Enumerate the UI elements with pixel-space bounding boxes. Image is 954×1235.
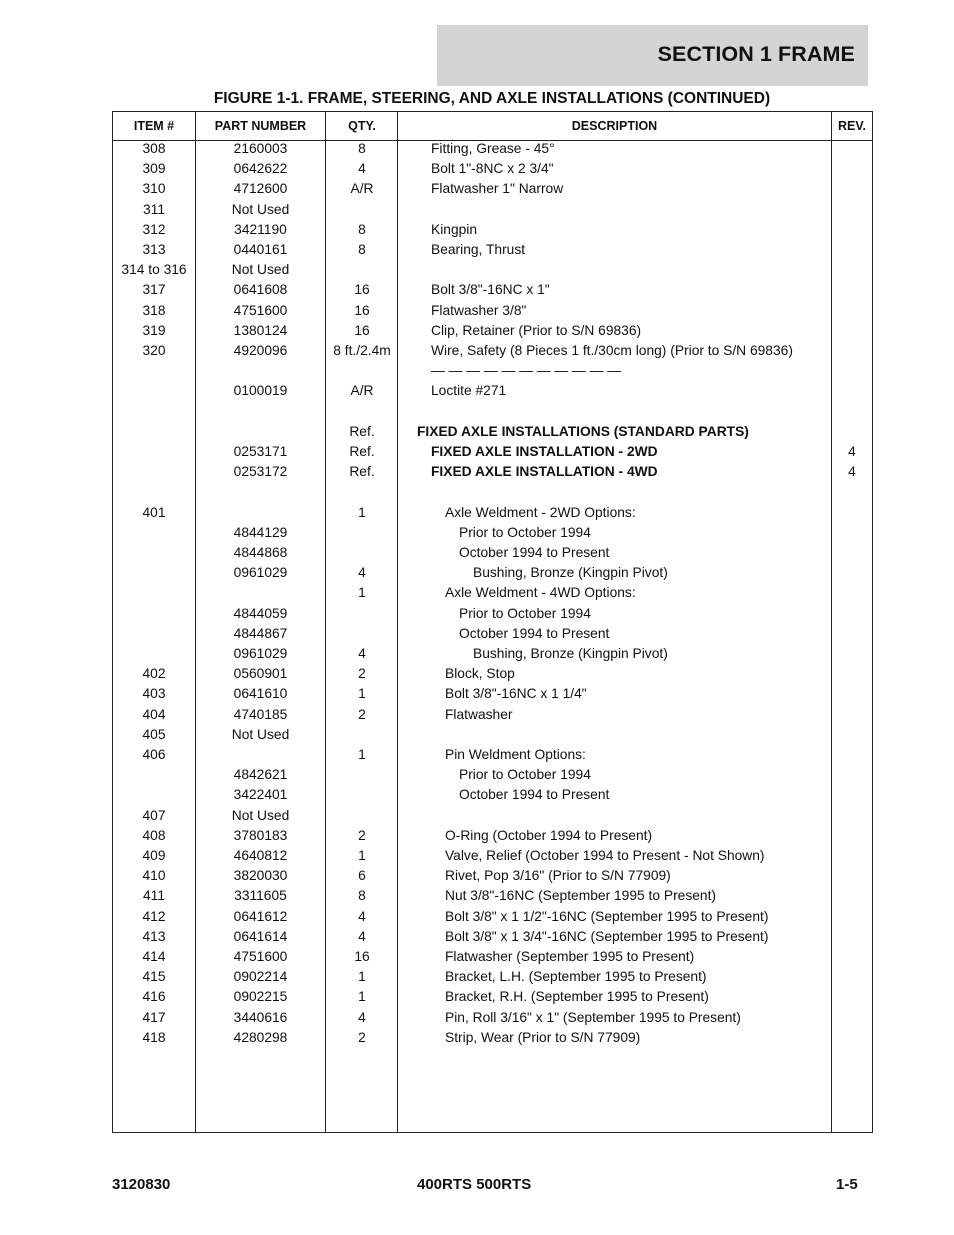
description: Bolt 1"-8NC x 2 3/4" bbox=[431, 161, 554, 177]
description: Kingpin bbox=[431, 221, 478, 237]
table-row bbox=[113, 644, 872, 664]
part-number: 0253172 bbox=[233, 464, 288, 480]
description: Loctite #271 bbox=[431, 383, 507, 399]
item-number: 309 bbox=[142, 161, 166, 177]
table-row bbox=[113, 321, 872, 341]
part-number: 4844867 bbox=[233, 625, 288, 641]
quantity: 1 bbox=[358, 686, 366, 702]
part-number: 0440161 bbox=[233, 242, 288, 257]
item-number: 318 bbox=[142, 302, 166, 318]
quantity: 2 bbox=[358, 1029, 366, 1045]
item-number: 411 bbox=[143, 888, 165, 904]
table-row bbox=[113, 442, 872, 462]
description: O-Ring (October 1994 to Present) bbox=[445, 827, 653, 843]
table-row bbox=[113, 280, 872, 300]
table-row bbox=[113, 200, 872, 220]
table-row bbox=[113, 1028, 872, 1048]
table-row bbox=[113, 806, 872, 826]
quantity: 8 bbox=[358, 141, 366, 156]
description: Rivet, Pop 3/16" (Prior to S/N 77909) bbox=[445, 868, 671, 884]
description: Bracket, L.H. (September 1995 to Present) bbox=[445, 969, 707, 985]
item-number: 407 bbox=[142, 807, 166, 823]
description: Nut 3/8"-16NC (September 1995 to Present) bbox=[445, 888, 717, 904]
item-number: 416 bbox=[142, 989, 166, 1005]
part-number: 4751600 bbox=[233, 949, 288, 964]
table-row bbox=[113, 402, 872, 422]
quantity: A/R bbox=[350, 383, 374, 399]
description: October 1994 to Present bbox=[459, 625, 610, 641]
table-row bbox=[113, 765, 872, 785]
description: Block, Stop bbox=[445, 666, 515, 682]
item-number: 317 bbox=[142, 282, 166, 298]
table-row bbox=[113, 947, 872, 967]
quantity: 16 bbox=[354, 282, 370, 298]
table-row bbox=[113, 987, 872, 1007]
item-number: 320 bbox=[142, 343, 166, 358]
quantity: 4 bbox=[358, 565, 366, 581]
table-row bbox=[113, 624, 872, 644]
description: Flatwasher 1" Narrow bbox=[431, 181, 564, 197]
quantity: 6 bbox=[358, 868, 366, 884]
quantity: Ref. bbox=[349, 423, 375, 439]
table-row bbox=[113, 381, 872, 401]
part-number: 4920096 bbox=[233, 343, 288, 358]
part-number: 4844868 bbox=[233, 545, 288, 560]
item-number: 402 bbox=[142, 666, 166, 682]
description: FIXED AXLE INSTALLATION - 4WD bbox=[431, 464, 658, 480]
part-number: 4712600 bbox=[233, 181, 288, 197]
quantity: 2 bbox=[358, 827, 366, 843]
revision: 4 bbox=[848, 444, 856, 459]
table-row bbox=[113, 260, 872, 280]
part-number: 0642622 bbox=[233, 161, 288, 177]
header-item: ITEM # bbox=[133, 119, 175, 133]
item-number: 310 bbox=[142, 181, 166, 197]
table-row bbox=[113, 967, 872, 987]
description: Valve, Relief (October 1994 to Present - Not Shown) bbox=[445, 848, 765, 863]
item-number: 312 bbox=[142, 221, 166, 237]
table-row bbox=[113, 543, 872, 563]
quantity: 1 bbox=[358, 848, 366, 863]
table-row bbox=[113, 139, 872, 159]
part-number: 1380124 bbox=[233, 322, 288, 338]
part-number: 0641608 bbox=[233, 282, 288, 298]
part-number: 0253171 bbox=[233, 444, 288, 459]
quantity: 4 bbox=[358, 928, 366, 944]
item-number: 410 bbox=[142, 868, 166, 884]
quantity: 8 bbox=[358, 888, 366, 904]
table-row bbox=[113, 785, 872, 805]
description: Flatwasher (September 1995 to Present) bbox=[445, 949, 695, 964]
quantity: 2 bbox=[358, 666, 366, 682]
table-row bbox=[113, 604, 872, 624]
table-row bbox=[113, 846, 872, 866]
part-number: 3422401 bbox=[233, 787, 288, 803]
part-number: 0961029 bbox=[233, 565, 288, 581]
figure-title: FIGURE 1-1. FRAME, STEERING, AND AXLE INSTALLATIONS (CONTINUED) bbox=[213, 90, 771, 107]
description: October 1994 to Present bbox=[459, 545, 610, 560]
part-number: Not Used bbox=[231, 807, 290, 823]
page-number: 1-5 bbox=[836, 1176, 858, 1193]
table-row bbox=[113, 684, 872, 704]
part-number: 4844059 bbox=[233, 605, 288, 621]
table-row bbox=[113, 563, 872, 583]
item-number: 418 bbox=[142, 1029, 166, 1045]
part-number: 2160003 bbox=[233, 141, 288, 156]
description: Strip, Wear (Prior to S/N 77909) bbox=[445, 1029, 641, 1045]
table-row bbox=[113, 886, 872, 906]
description: Bolt 3/8" x 1 3/4"-16NC (September 1995 to Present) bbox=[445, 928, 769, 944]
part-number: 0641612 bbox=[233, 908, 288, 924]
part-number: 0902214 bbox=[233, 969, 288, 985]
header-rev: REV. bbox=[837, 119, 867, 133]
item-number: 417 bbox=[142, 1009, 166, 1025]
part-number: 0641610 bbox=[233, 686, 288, 702]
description: Flatwasher 3/8" bbox=[431, 302, 527, 318]
description: FIXED AXLE INSTALLATIONS (STANDARD PARTS) bbox=[417, 423, 749, 439]
description: Bolt 3/8"-16NC x 1 1/4" bbox=[445, 686, 587, 702]
description: Bracket, R.H. (September 1995 to Present) bbox=[445, 989, 709, 1005]
description: Pin, Roll 3/16" x 1" (September 1995 to Present) bbox=[445, 1009, 741, 1025]
quantity: 2 bbox=[358, 706, 366, 722]
table-row bbox=[113, 422, 872, 442]
item-number: 313 bbox=[142, 242, 166, 257]
table-row bbox=[113, 583, 872, 603]
description: Flatwasher bbox=[445, 706, 513, 722]
description: Wire, Safety (8 Pieces 1 ft./30cm long) (Prior to S/N 69836) bbox=[431, 343, 793, 358]
table-row bbox=[113, 361, 872, 381]
item-number: 405 bbox=[142, 726, 166, 742]
header-description: DESCRIPTION bbox=[571, 119, 658, 133]
quantity: 1 bbox=[358, 504, 366, 520]
item-number: 314 to 316 bbox=[121, 262, 187, 278]
header-part-number: PART NUMBER bbox=[214, 119, 307, 133]
table-row bbox=[113, 503, 872, 523]
part-number: 0641614 bbox=[233, 928, 288, 944]
description: Fitting, Grease - 45° bbox=[431, 141, 555, 156]
table-row bbox=[113, 907, 872, 927]
part-number: 0100019 bbox=[233, 383, 288, 399]
item-number: 403 bbox=[142, 686, 166, 702]
table-row bbox=[113, 826, 872, 846]
header-qty: QTY. bbox=[348, 119, 376, 133]
part-number: 4640812 bbox=[233, 848, 288, 863]
part-number: 4740185 bbox=[233, 706, 288, 722]
section-title: SECTION 1 FRAME bbox=[657, 42, 855, 66]
description: Prior to October 1994 bbox=[459, 524, 591, 540]
description: Bolt 3/8" x 1 1/2"-16NC (September 1995 to Present) bbox=[445, 908, 769, 924]
quantity: 4 bbox=[358, 908, 366, 924]
part-number: 3820030 bbox=[233, 868, 288, 884]
part-number: 4280298 bbox=[233, 1029, 288, 1045]
quantity: 8 bbox=[358, 221, 366, 237]
quantity: 8 ft./2.4m bbox=[333, 343, 391, 358]
description: FIXED AXLE INSTALLATION - 2WD bbox=[431, 444, 658, 459]
table-row bbox=[113, 240, 872, 260]
quantity: 16 bbox=[354, 949, 370, 964]
table-row bbox=[113, 927, 872, 947]
parts-table bbox=[112, 111, 873, 1133]
item-number: 401 bbox=[142, 504, 166, 520]
table-row bbox=[113, 462, 872, 482]
part-number: 3421190 bbox=[234, 221, 287, 237]
table-row bbox=[113, 341, 872, 361]
table-row bbox=[113, 482, 872, 502]
item-number: 408 bbox=[142, 827, 166, 843]
quantity: 4 bbox=[358, 161, 366, 177]
quantity: 1 bbox=[358, 585, 366, 601]
description: October 1994 to Present bbox=[459, 787, 610, 803]
description: Axle Weldment - 2WD Options: bbox=[445, 504, 636, 520]
part-number: 4842621 bbox=[233, 767, 288, 783]
part-number: 4844129 bbox=[233, 524, 288, 540]
table-row bbox=[113, 523, 872, 543]
quantity: 4 bbox=[358, 646, 366, 661]
item-number: 413 bbox=[142, 928, 166, 944]
table-row bbox=[113, 664, 872, 684]
part-number: 3780183 bbox=[233, 827, 288, 843]
part-number: 4751600 bbox=[233, 302, 288, 318]
part-number: 3311605 bbox=[234, 888, 287, 904]
item-number: 414 bbox=[142, 949, 166, 964]
quantity: 8 bbox=[358, 242, 366, 257]
doc-number: 3120830 bbox=[112, 1176, 171, 1193]
item-number: 308 bbox=[142, 141, 166, 156]
revision: 4 bbox=[848, 464, 856, 480]
table-row bbox=[113, 725, 872, 745]
part-number: 0902215 bbox=[233, 989, 288, 1005]
quantity: A/R bbox=[350, 181, 374, 197]
item-number: 412 bbox=[142, 908, 166, 924]
table-row bbox=[113, 301, 872, 321]
part-number: Not Used bbox=[231, 201, 290, 217]
item-number: 319 bbox=[142, 322, 166, 338]
section-banner bbox=[437, 25, 868, 86]
quantity: 16 bbox=[354, 302, 370, 318]
quantity: 4 bbox=[358, 1009, 366, 1025]
description: Prior to October 1994 bbox=[459, 605, 591, 621]
quantity: Ref. bbox=[349, 444, 375, 459]
quantity: 1 bbox=[358, 969, 366, 985]
table-row bbox=[113, 159, 872, 179]
quantity: Ref. bbox=[349, 464, 375, 480]
table-row bbox=[113, 179, 872, 199]
item-number: 415 bbox=[142, 969, 166, 985]
description: Bolt 3/8"-16NC x 1" bbox=[431, 282, 550, 298]
description: Bushing, Bronze (Kingpin Pivot) bbox=[473, 646, 668, 661]
description: Axle Weldment - 4WD Options: bbox=[445, 585, 636, 601]
description: Clip, Retainer (Prior to S/N 69836) bbox=[431, 322, 642, 338]
description: Bearing, Thrust bbox=[431, 242, 526, 257]
table-row bbox=[113, 745, 872, 765]
part-number: Not Used bbox=[231, 726, 290, 742]
description: — — — — — — — — — — — bbox=[431, 363, 622, 379]
item-number: 406 bbox=[142, 747, 166, 762]
quantity: 16 bbox=[354, 322, 370, 338]
item-number: 404 bbox=[142, 706, 166, 722]
part-number: 0961029 bbox=[233, 646, 288, 661]
item-number: 311 bbox=[143, 201, 165, 217]
part-number: 3440616 bbox=[233, 1009, 288, 1025]
description: Pin Weldment Options: bbox=[445, 747, 586, 762]
table-row bbox=[113, 1008, 872, 1028]
model-name: 400RTS 500RTS bbox=[417, 1176, 532, 1193]
table-row bbox=[113, 705, 872, 725]
table-row bbox=[113, 866, 872, 886]
description: Bushing, Bronze (Kingpin Pivot) bbox=[473, 565, 668, 581]
quantity: 1 bbox=[358, 747, 366, 762]
part-number: 0560901 bbox=[233, 666, 288, 682]
quantity: 1 bbox=[358, 989, 366, 1005]
table-header bbox=[113, 112, 872, 141]
item-number: 409 bbox=[142, 848, 166, 863]
description: Prior to October 1994 bbox=[459, 767, 591, 783]
part-number: Not Used bbox=[231, 262, 290, 278]
table-row bbox=[113, 220, 872, 240]
